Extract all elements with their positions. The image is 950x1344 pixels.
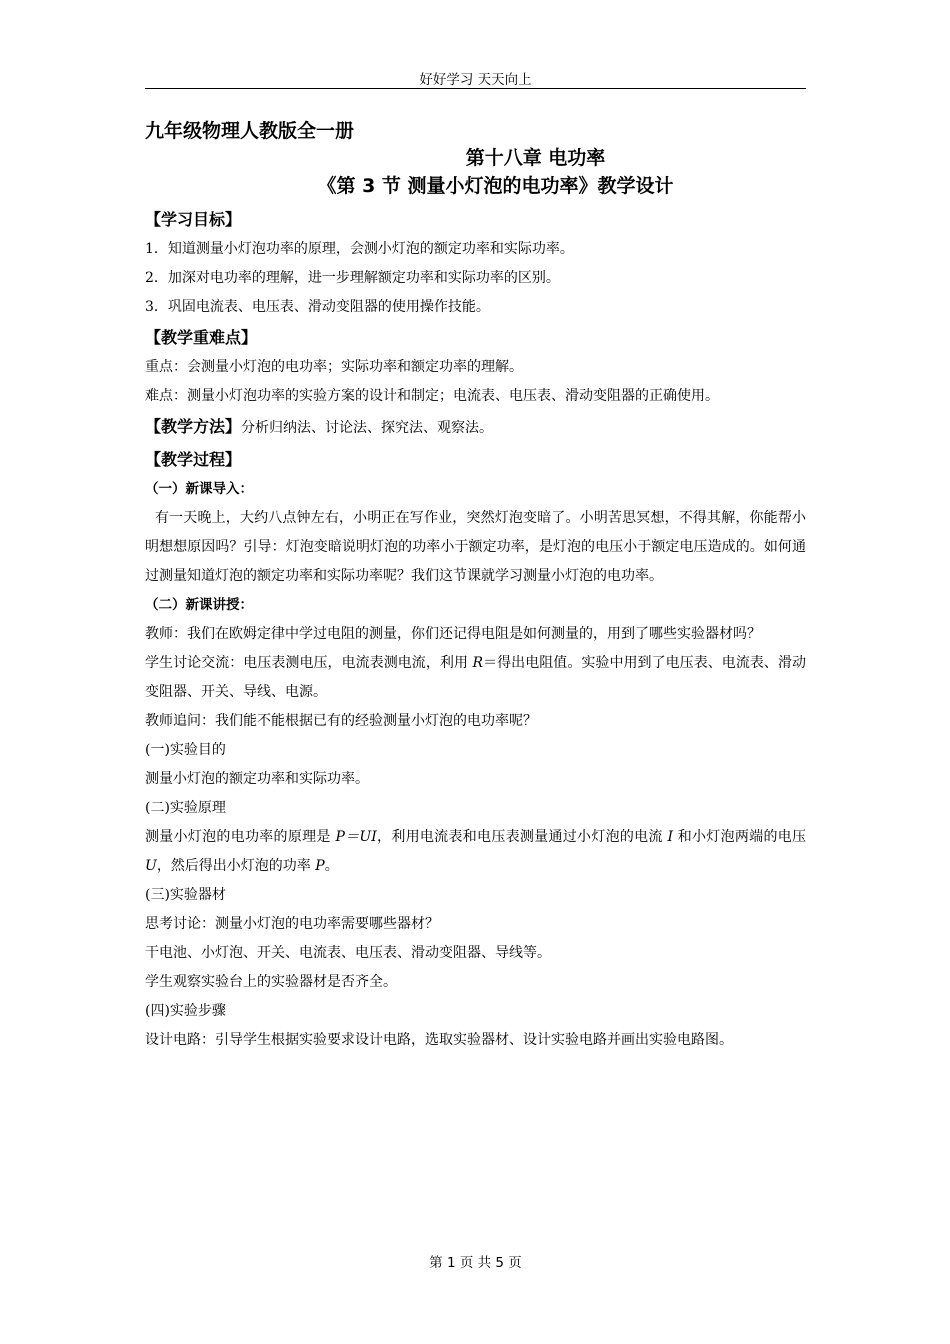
- student-answer: [145, 649, 806, 707]
- chapter-title: 第十八章 电功率: [465, 147, 606, 169]
- variable-p: P: [315, 858, 325, 874]
- principle-heading: (二)实验原理: [145, 800, 226, 816]
- equipment-heading: (三)实验器材: [145, 887, 226, 903]
- steps-heading: (四)实验步骤: [145, 1003, 226, 1019]
- principle-text-c: 和小灯泡两端的电压: [673, 829, 807, 845]
- difficult-point-text: 难点：测量小灯泡功率的实验方案的设计和制定；电流表、电压表、滑动变阻器的正确使用。: [145, 388, 719, 404]
- header-rule: [145, 88, 806, 89]
- process-heading: 【教学过程】: [145, 450, 242, 469]
- objectives-heading: 【学习目标】: [145, 210, 242, 229]
- page-header: 好好学习 天天向上: [419, 72, 532, 88]
- principle-text-d: ，然后得出小灯泡的功率: [156, 858, 316, 874]
- principle-text-e: 。: [324, 858, 339, 874]
- new-lesson-heading: （二）新课讲授：: [145, 597, 253, 613]
- page-footer: 第 1 页 共 5 页: [429, 1255, 522, 1271]
- purpose-heading: (一)实验目的: [145, 742, 226, 758]
- steps-text: 设计电路：引导学生根据实验要求设计电路，选取实验器材、设计实验电路并画出实验电路图。: [145, 1032, 733, 1048]
- student-answer-prefix: 学生讨论交流：电压表测电压，电流表测电流，利用: [145, 655, 473, 671]
- equipment-list: 干电池、小灯泡、开关、电流表、电压表、滑动变阻器、导线等。: [145, 945, 551, 961]
- intro-heading: （一）新课导入：: [145, 481, 253, 497]
- variable-i: I: [667, 829, 673, 845]
- objective-item-1: 1．知道测量小灯泡功率的原理，会测小灯泡的额定功率和实际功率。: [145, 241, 574, 257]
- variable-u: U: [145, 858, 157, 874]
- principle-text: [145, 823, 806, 881]
- key-point-text: 重点：会测量小灯泡的电功率；实际功率和额定功率的理解。: [145, 359, 523, 375]
- principle-text-a: 测量小灯泡的电功率的原理是: [145, 829, 336, 845]
- student-answer-suffix: ＝得出电阻值。实验中用到了电压表、电流表、滑动变阻器、开关、导线、电源。: [145, 655, 807, 700]
- objective-item-2: 2．加深对电功率的理解，进一步理解额定功率和实际功率的区别。: [145, 270, 560, 286]
- methods-heading: 【教学方法】: [145, 417, 242, 436]
- intro-paragraph: 有一天晚上，大约八点钟左右，小明正在写作业，突然灯泡变暗了。小明苦思冥想，不得其解，你能帮小明想想原因吗？引导：灯泡变暗说明灯泡的功率小于额定功率，是灯泡的电压小于额定电压造成的。如何通过测量知道灯泡的额定功率和实际功率呢？我们这节课就学习测量小灯泡的电功率。: [145, 510, 806, 584]
- methods-line: [145, 411, 806, 444]
- objective-item-3: 3．巩固电流表、电压表、滑动变阻器的使用操作技能。: [145, 299, 490, 315]
- document-body: [145, 118, 806, 1055]
- power-formula: P＝UI: [335, 829, 377, 845]
- methods-text: 分析归纳法、讨论法、探究法、观察法。: [241, 420, 494, 436]
- principle-text-b: ，利用电流表和电压表测量通过小灯泡的电流: [376, 829, 668, 845]
- equipment-check: 学生观察实验台上的实验器材是否齐全。: [145, 974, 397, 990]
- key-points-heading: 【教学重难点】: [145, 328, 258, 347]
- equipment-question: 思考讨论：测量小灯泡的电功率需要哪些器材？: [145, 916, 439, 932]
- lesson-title: 《第 3 节 测量小灯泡的电功率》教学设计: [317, 175, 674, 197]
- teacher-follow-up: 教师追问：我们能不能根据已有的经验测量小灯泡的电功率呢？: [145, 713, 537, 729]
- teacher-question: 教师：我们在欧姆定律中学过电阻的测量，你们还记得电阻是如何测量的，用到了哪些实验器材吗？: [145, 626, 761, 642]
- variable-r: R: [472, 655, 484, 671]
- grade-title: 九年级物理人教版全一册: [145, 120, 355, 142]
- purpose-text: 测量小灯泡的额定功率和实际功率。: [145, 771, 369, 787]
